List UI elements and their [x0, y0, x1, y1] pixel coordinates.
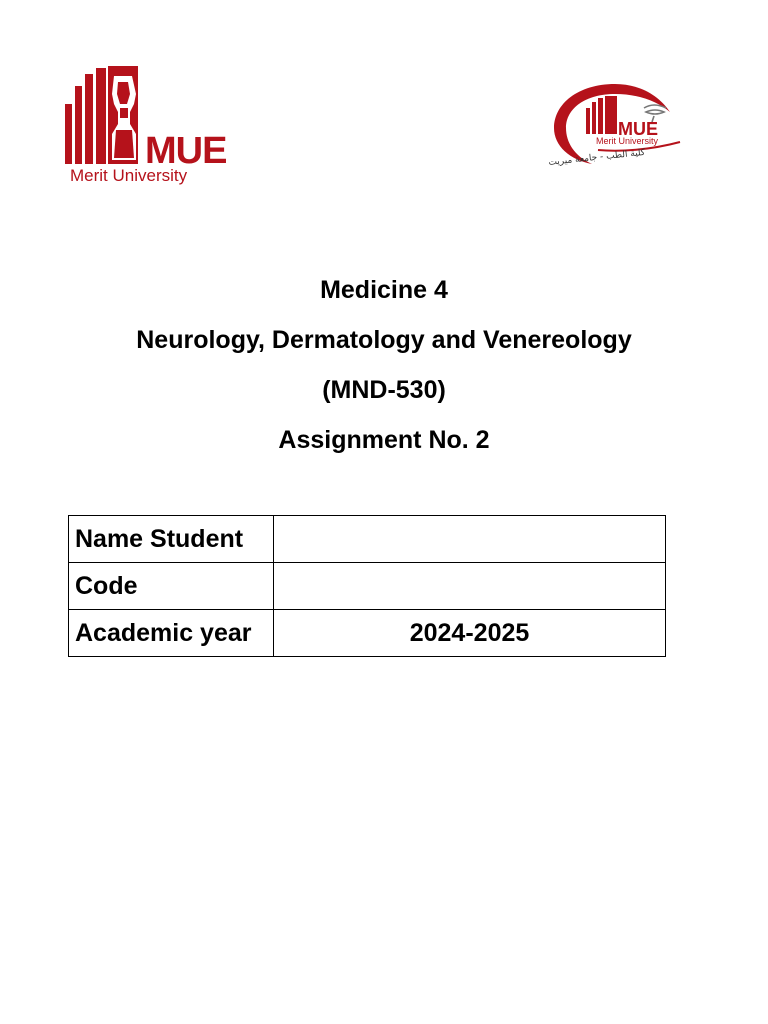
name-student-field[interactable] [274, 516, 666, 563]
course-subjects: Neurology, Dermatology and Venereology [136, 326, 632, 354]
course-code: (MND-530) [322, 376, 446, 404]
logo-mue-text: MUE [145, 130, 227, 172]
course-title: Medicine 4 [320, 276, 448, 304]
code-field[interactable] [274, 563, 666, 610]
academic-year-value: 2024-2025 [274, 610, 666, 657]
faculty-logo-right [540, 78, 700, 178]
table-row [69, 563, 666, 610]
assignment-title: Assignment No. 2 [278, 426, 490, 454]
code-label: Code [69, 563, 274, 610]
logo-arabic-caption: كلية الطب - جامعة ميريت [548, 147, 646, 168]
table-row [69, 516, 666, 563]
logo-mue-text-small: MUE [618, 119, 658, 139]
student-info-table [68, 515, 666, 657]
name-student-label: Name Student [69, 516, 274, 563]
logo-university-name: Merit University [70, 166, 188, 185]
table-row [69, 610, 666, 657]
academic-year-label: Academic year [69, 610, 274, 657]
document-title-block [0, 268, 768, 468]
logo-university-name-small: Merit University [596, 136, 659, 146]
